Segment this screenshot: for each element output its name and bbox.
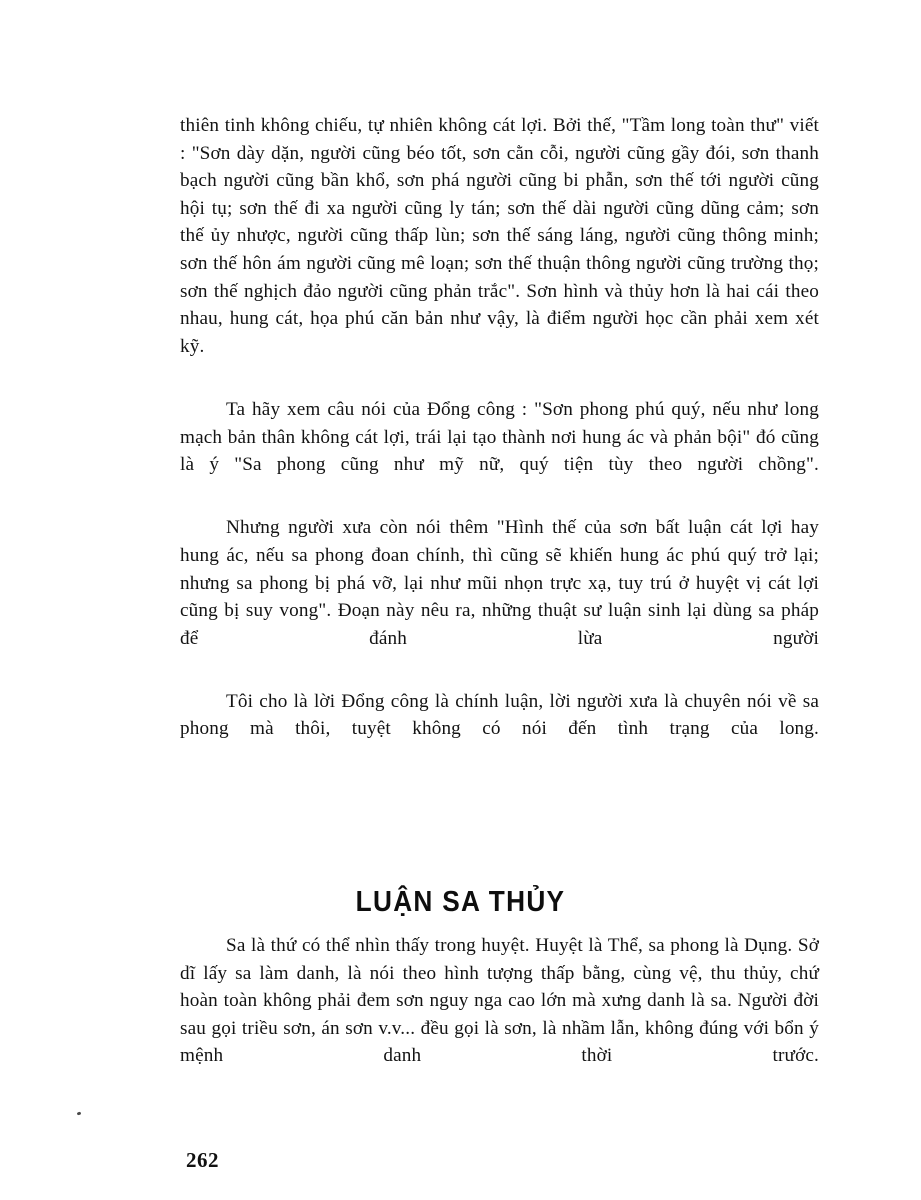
paragraph: Nhưng người xưa còn nói thêm "Hình thế của sơn bất luận cát lợi hay hung ác, nếu sa phong đoan chính, thì cũng sẽ khiến hung ác phú quý trở lại; nhưng sa phong bị phá vỡ, lại như mũi nhọn trực xạ, tuy trú ở huyệt vị cát lợi cũng bị suy vong". Đoạn này nêu ra, những thuật sư luận sinh lại dùng sa pháp để đánh lừa người — [180, 517, 819, 649]
page-number: 262 — [186, 1148, 219, 1172]
scan-artifact-speck — [77, 1111, 82, 1115]
lower-text-block — [180, 932, 819, 1098]
section-heading: LUẬN SA THỦY — [355, 885, 566, 918]
paragraph: Tôi cho là lời Đổng công là chính luận, lời người xưa là chuyên nói về sa phong mà thôi, tuyệt không có nói đến tình trạng của long. — [180, 690, 819, 740]
paragraph-continuation: thiên tinh không chiếu, tự nhiên không cát lợi. Bởi thế, "Tầm long toàn thư" viết : "Sơn dày dặn, người cũng béo tốt, sơn cằn cỗi, người cũng gầy đói, sơn thanh bạch người cũng bần khổ, sơn phá người cũng bi phẫn, sơn thế tới người cũng hội tụ; sơn thế đi xa người cũng ly tán; sơn thế dài người cũng dũng cảm; sơn thế ủy nhược, người cũng thấp lùn; sơn thế sáng láng, người cũng thông minh; sơn thế hôn ám người cũng mê loạn; sơn thế thuận thông người cũng trường thọ; sơn thế nghịch đảo người cũng phản trắc". Sơn hình và thủy hơn là hai cái theo nhau, hung cát, họa phú căn bản như vậy, là điểm người học cần phải xem xét kỹ. — [180, 115, 819, 357]
paragraph: Sa là thứ có thể nhìn thấy trong huyệt. Huyệt là Thể, sa phong là Dụng. Sở dĩ lấy sa làm danh, là nói theo hình tượng thấp bằng, cùng vệ, thu thủy, chứ hoàn toàn không phải đem sơn nguy nga cao lớn mà xưng danh là sa. Người đời sau gọi triều sơn, án sơn v.v... đều gọi là sơn, là nhầm lẫn, không đúng với bổn ý mệnh danh thời trước. — [180, 935, 819, 1067]
upper-text-block — [180, 112, 819, 771]
paragraph: Ta hãy xem câu nói của Đổng công : "Sơn phong phú quý, nếu như long mạch bản thân không cát lợi, trái lại tạo thành nơi hung ác và phản bội" đó cũng là ý "Sa phong cũng như mỹ nữ, quý tiện tùy theo người chồng". — [180, 398, 819, 476]
